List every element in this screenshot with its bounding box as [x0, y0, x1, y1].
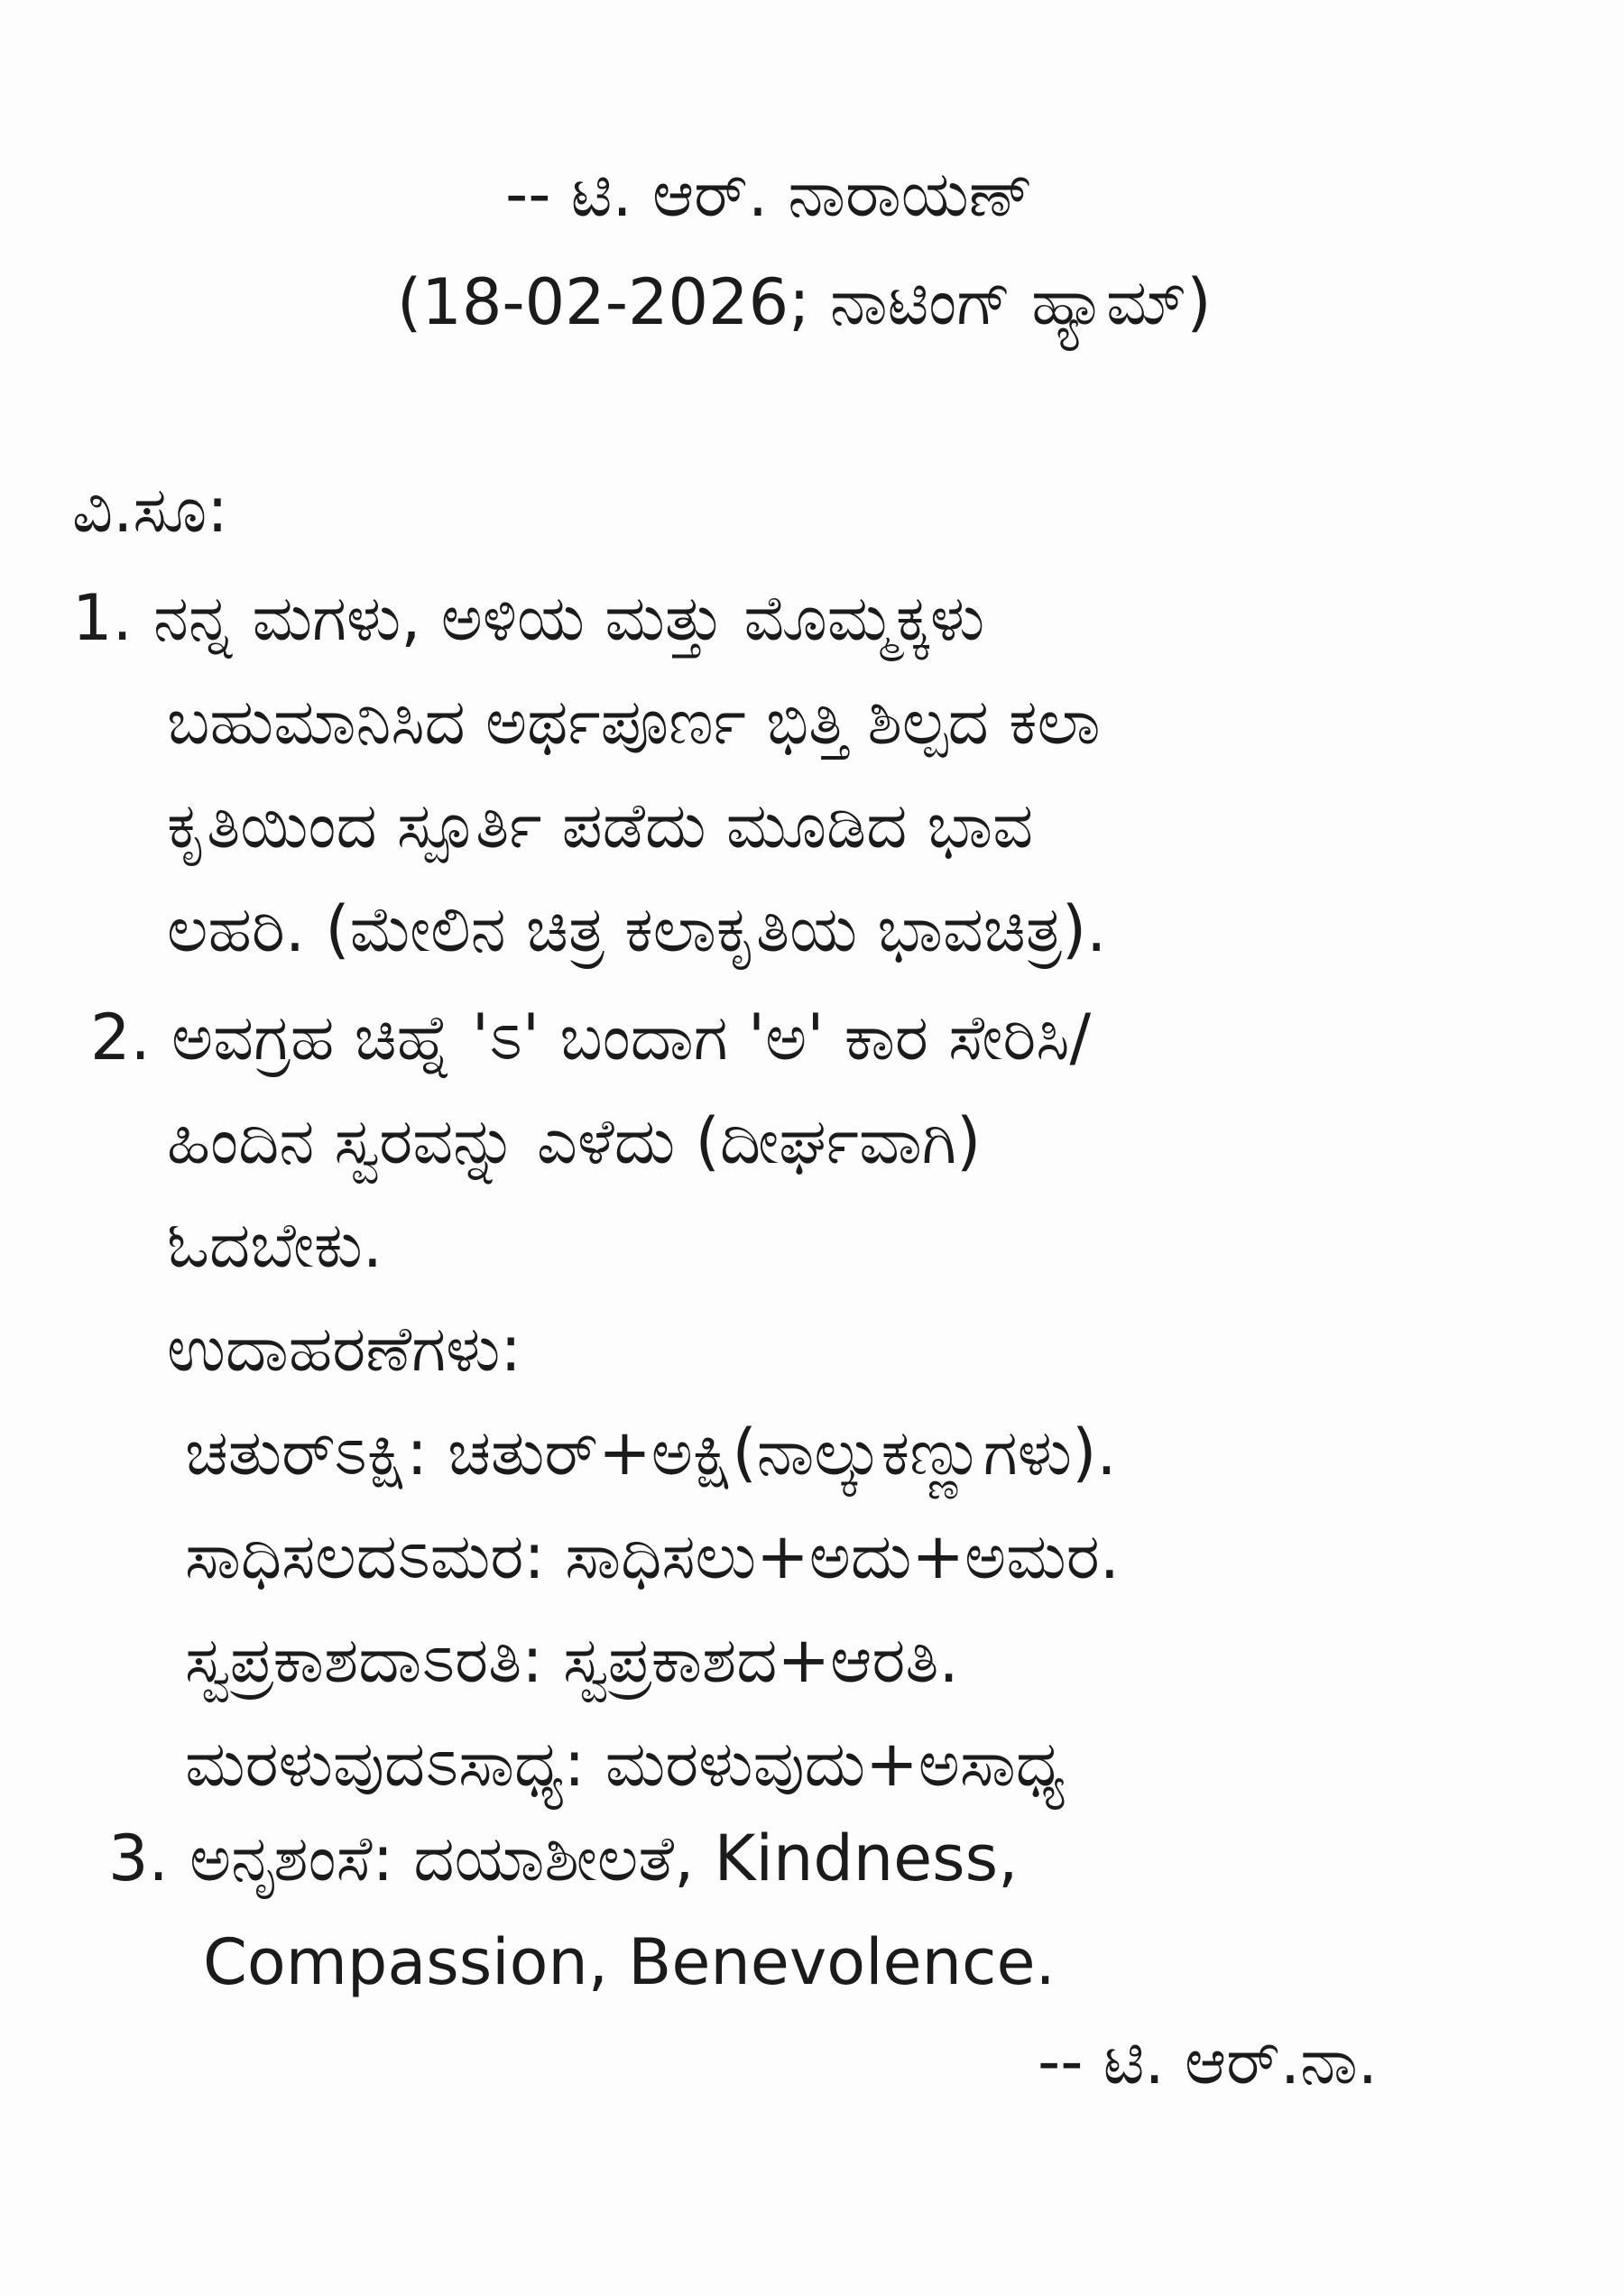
examples-heading: ಉದಾಹರಣೆಗಳು:	[167, 1312, 521, 1386]
item2-line-3: ಓದಬೇಕು.	[167, 1208, 383, 1282]
item2-line-2: ಹಿಂದಿನ ಸ್ವರವನ್ನು ಎಳೆದು (ದೀರ್ಘವಾಗಿ)	[167, 1104, 982, 1178]
item1-line-1: ನನ್ನ ಮಗಳು, ಅಳಿಯ ಮತ್ತು ಮೊಮ್ಮಕ್ಕಳು	[153, 581, 985, 655]
author-line: -- ಟಿ. ಆರ್. ನಾರಾಯಣ್	[505, 157, 1033, 231]
example-4: ಮರಳುವುದಽಸಾಧ್ಯ: ಮರಳುವುದು+ಅಸಾಧ್ಯ	[185, 1727, 1066, 1801]
item3-number: 3.	[108, 1821, 169, 1895]
item2-number: 2.	[90, 1000, 151, 1074]
signature: -- ಟಿ. ಆರ್.ನಾ.	[1038, 2024, 1379, 2098]
notes-heading: ವಿ.ಸೂ:	[72, 473, 228, 547]
example-3: ಸ್ವಪ್ರಕಾಶದಾಽರತಿ: ಸ್ವಪ್ರಕಾಶದ+ಆರತಿ.	[185, 1623, 959, 1697]
example-1: ಚತುರ್ಽಕ್ಷಿ: ಚತುರ್+ಅಕ್ಷಿ(ನಾಲ್ಕುಕಣ್ಣುಗಳು).	[185, 1415, 1117, 1489]
item3-line-1: ಅನೃಶಂಸೆ: ದಯಾಶೀಲತೆ, Kindness,	[189, 1821, 1019, 1895]
item1-line-3: ಕೃತಿಯಿಂದ ಸ್ಪೂರ್ತಿ ಪಡೆದು ಮೂಡಿದ ಭಾವ	[167, 788, 1034, 862]
item2-line-1: ಅವಗ್ರಹ ಚಿಹ್ನೆ 'ಽ' ಬಂದಾಗ 'ಅ' ಕಾರ ಸೇರಿಸಿ/	[171, 1000, 1092, 1074]
item1-number: 1.	[72, 581, 133, 655]
item3-line-2: Compassion, Benevolence.	[203, 1925, 1056, 1999]
date-place-line: (18-02-2026; ನಾಟಿಂಗ್ ಹ್ಯಾಮ್)	[397, 265, 1212, 339]
item1-line-2: ಬಹುಮಾನಿಸಿದ ಅರ್ಥಪೂರ್ಣ ಭಿತ್ತಿ ಶಿಲ್ಪದ ಕಲಾ	[167, 685, 1101, 759]
example-2: ಸಾಧಿಸಲದಽಮರ: ಸಾಧಿಸಲು+ಅದು+ಅಮರ.	[185, 1519, 1121, 1593]
item1-line-4: ಲಹರಿ. (ಮೇಲಿನ ಚಿತ್ರ ಕಲಾಕೃತಿಯ ಭಾವಚಿತ್ರ).	[167, 892, 1107, 966]
